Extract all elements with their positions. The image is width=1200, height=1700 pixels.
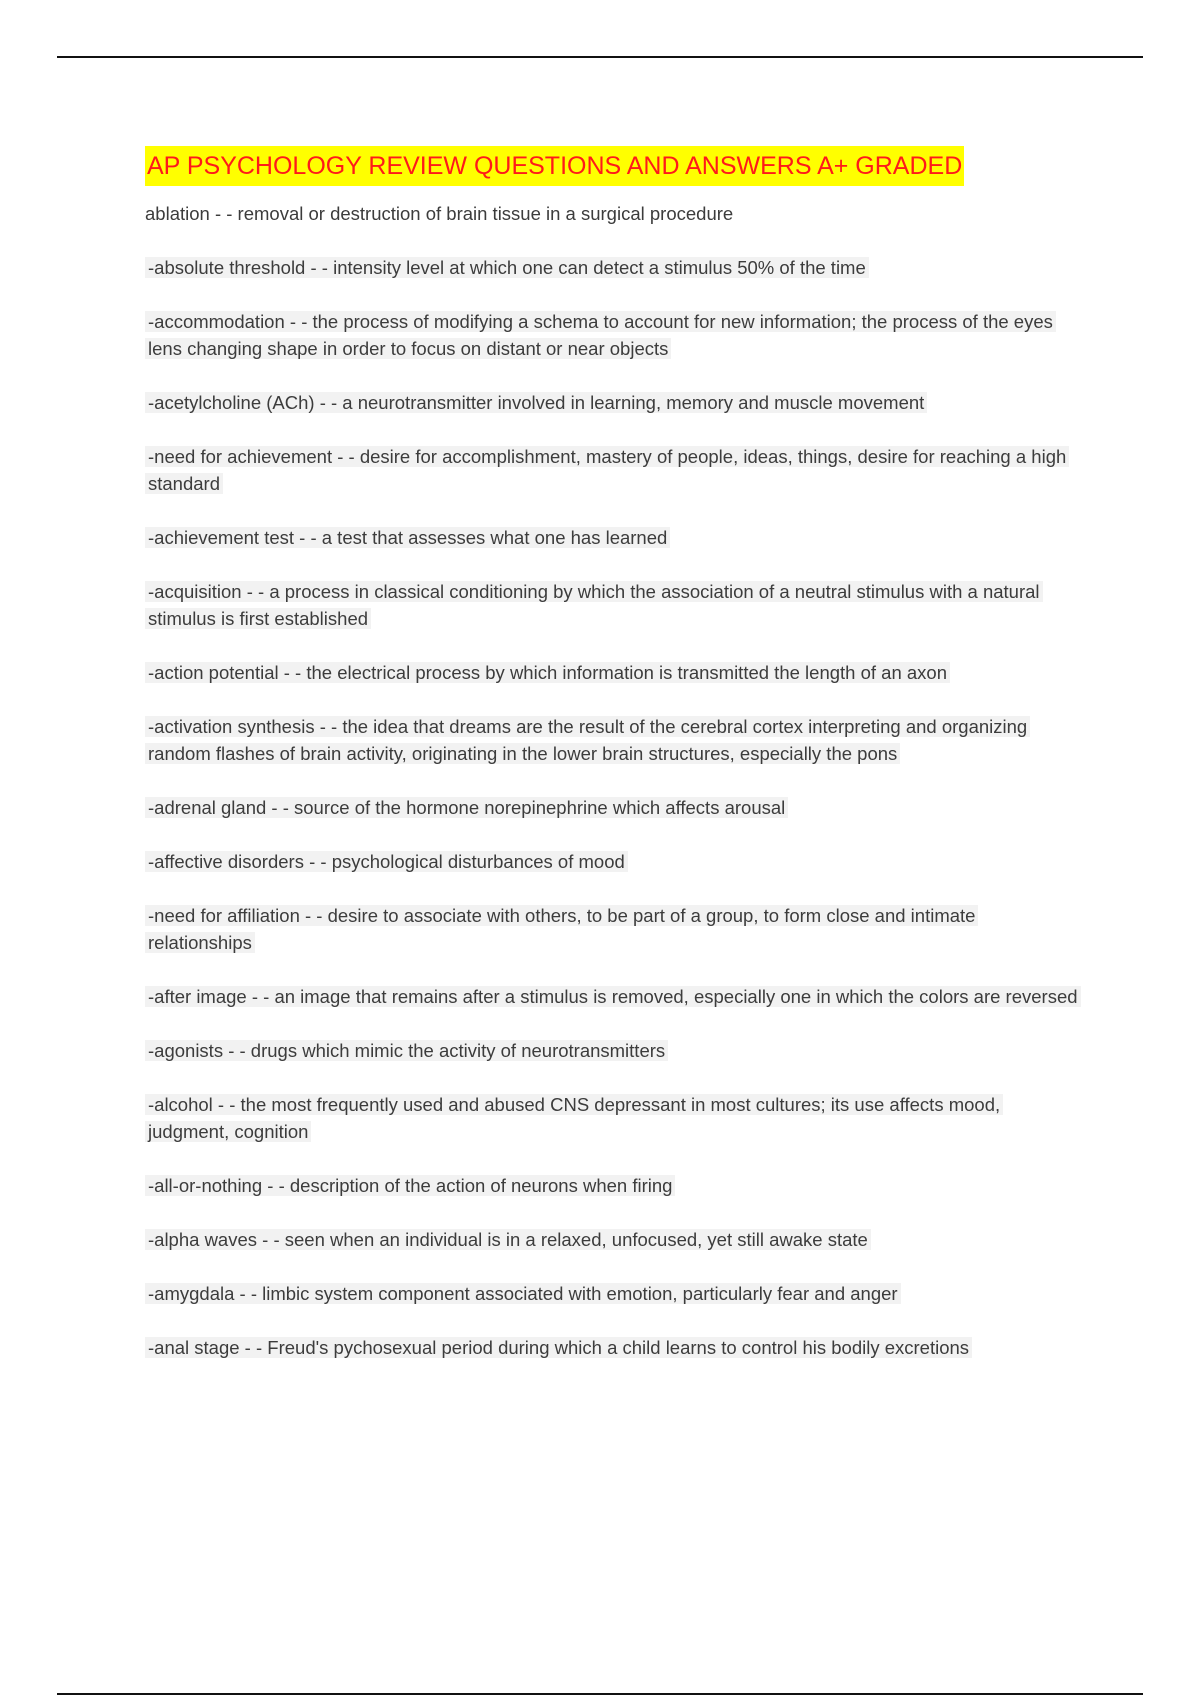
definition-text: -need for achievement - - desire for accomplishment, mastery of people, ideas, things, desire for reaching a high standard <box>145 446 1069 494</box>
definition-entry <box>145 1280 1085 1307</box>
definition-entry <box>145 902 1085 956</box>
definition-text: -affective disorders - - psychological disturbances of mood <box>145 851 628 872</box>
definition-text: -activation synthesis - - the idea that dreams are the result of the cerebral cortex interpreting and organizing random flashes of brain activity, originating in the lower brain structures, especially the pons <box>145 716 1030 764</box>
definition-text: -accommodation - - the process of modifying a schema to account for new information; the process of the eyes lens changing shape in order to focus on distant or near objects <box>145 311 1056 359</box>
document-body <box>145 146 1085 1388</box>
definition-entry <box>145 389 1085 416</box>
definition-entry <box>145 200 1085 227</box>
definition-entry <box>145 983 1085 1010</box>
definition-text: -acetylcholine (ACh) - - a neurotransmitter involved in learning, memory and muscle movement <box>145 392 927 413</box>
definition-entry <box>145 848 1085 875</box>
page-bottom-rule <box>57 1693 1143 1695</box>
document-title: AP PSYCHOLOGY REVIEW QUESTIONS AND ANSWERS A+ GRADED <box>145 146 964 186</box>
page-top-rule <box>57 56 1143 58</box>
definition-entry <box>145 524 1085 551</box>
definition-text: -agonists - - drugs which mimic the activity of neurotransmitters <box>145 1040 668 1061</box>
definition-entry <box>145 443 1085 497</box>
definition-text: -after image - - an image that remains after a stimulus is removed, especially one in which the colors are reversed <box>145 986 1081 1007</box>
definition-entry <box>145 1172 1085 1199</box>
definition-entry <box>145 1091 1085 1145</box>
definition-text: -alcohol - - the most frequently used and abused CNS depressant in most cultures; its use affects mood, judgment, cognition <box>145 1094 1003 1142</box>
definition-entry <box>145 308 1085 362</box>
definition-entry <box>145 578 1085 632</box>
definition-text: -alpha waves - - seen when an individual is in a relaxed, unfocused, yet still awake state <box>145 1229 871 1250</box>
definition-text: -need for affiliation - - desire to associate with others, to be part of a group, to form close and intimate relationships <box>145 905 978 953</box>
definition-entry <box>145 659 1085 686</box>
definition-text: -acquisition - - a process in classical conditioning by which the association of a neutral stimulus with a natural stimulus is first established <box>145 581 1043 629</box>
definition-text: -absolute threshold - - intensity level at which one can detect a stimulus 50% of the time <box>145 257 869 278</box>
definition-text: -adrenal gland - - source of the hormone norepinephrine which affects arousal <box>145 797 788 818</box>
definition-text: -action potential - - the electrical process by which information is transmitted the length of an axon <box>145 662 950 683</box>
definition-entry <box>145 713 1085 767</box>
definition-list <box>145 200 1085 1361</box>
definition-entry <box>145 794 1085 821</box>
definition-entry <box>145 1226 1085 1253</box>
definition-text: -anal stage - - Freud's pychosexual period during which a child learns to control his bodily excretions <box>145 1337 972 1358</box>
definition-entry <box>145 1334 1085 1361</box>
definition-text: -achievement test - - a test that assesses what one has learned <box>145 527 670 548</box>
definition-entry <box>145 1037 1085 1064</box>
definition-text: -amygdala - - limbic system component associated with emotion, particularly fear and anger <box>145 1283 901 1304</box>
definition-text: ablation - - removal or destruction of brain tissue in a surgical procedure <box>145 203 734 224</box>
definition-entry <box>145 254 1085 281</box>
definition-text: -all-or-nothing - - description of the action of neurons when firing <box>145 1175 675 1196</box>
